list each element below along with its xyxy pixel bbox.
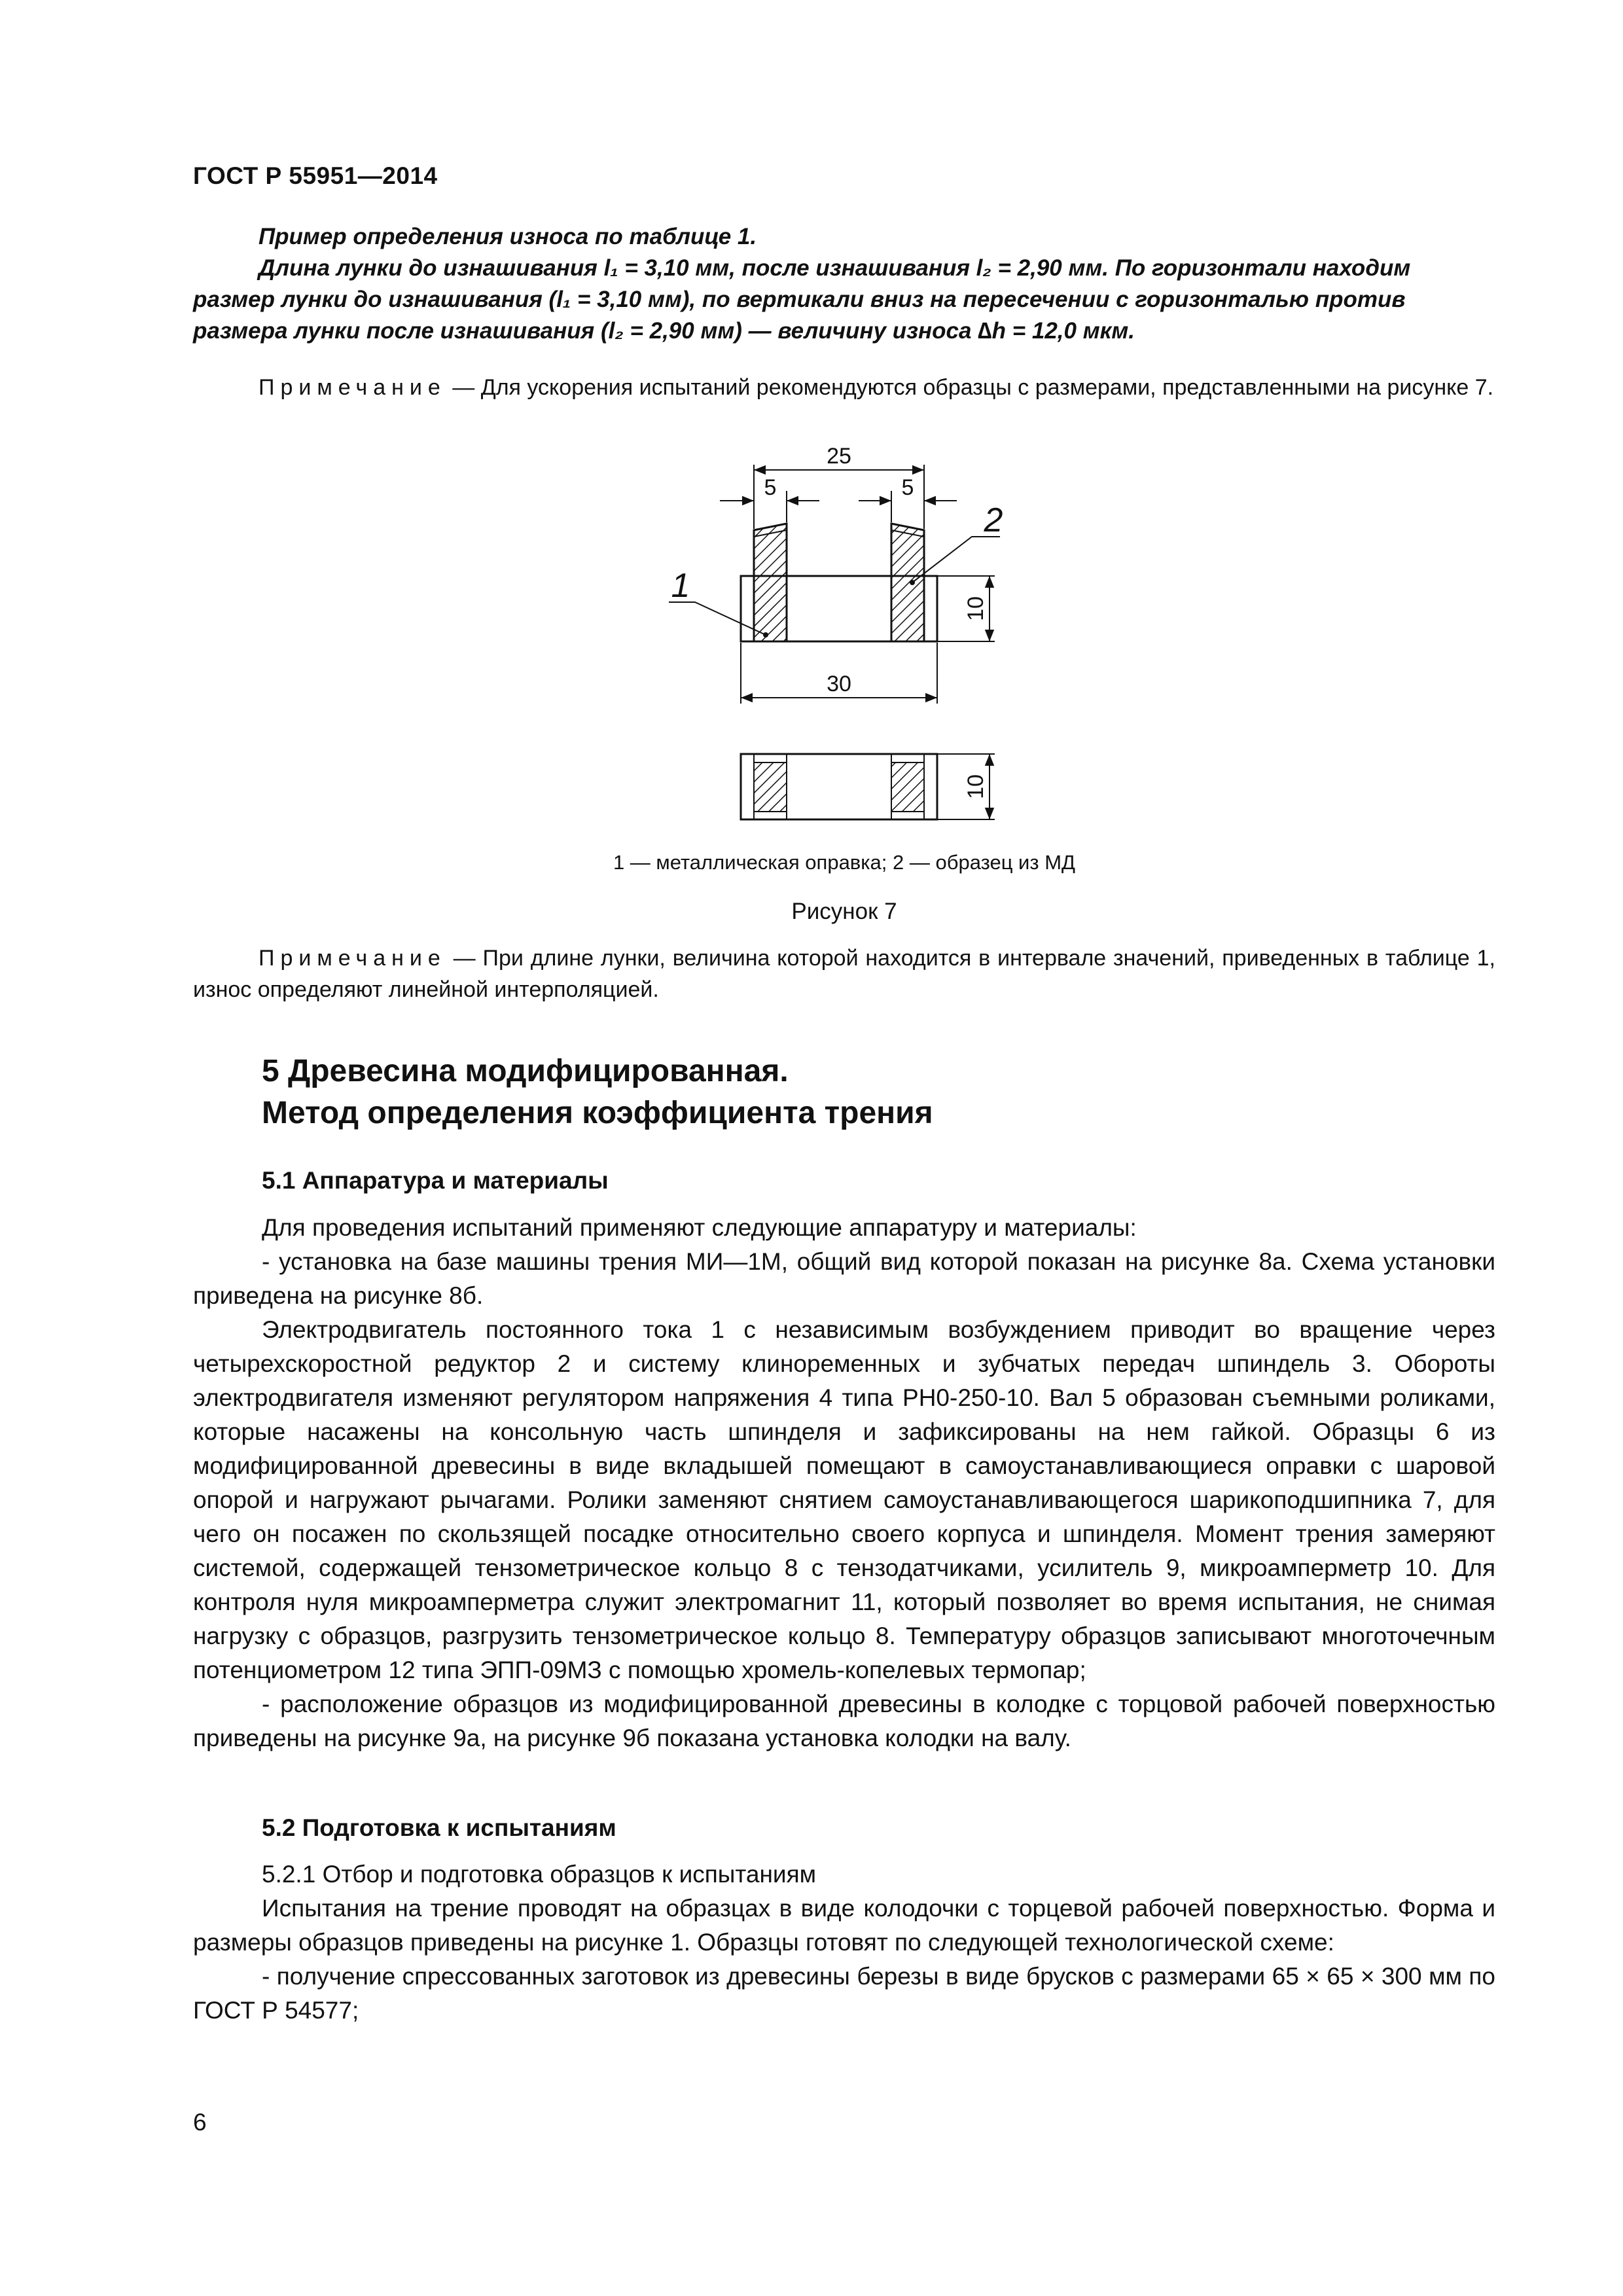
paragraph: Для проведения испытаний применяют следующие аппаратуру и материалы: <box>262 1214 1137 1241</box>
dim-base-width: 30 <box>827 672 851 696</box>
note-1 <box>193 372 1495 403</box>
page-number: 6 <box>193 2109 207 2136</box>
example-line: размер лунки до изнашивания (l₁ = 3,10 мм), по вертикали вниз на пересечении с горизонталью против <box>193 287 1406 312</box>
dim-top-width: 25 <box>827 444 851 469</box>
paragraph: 5.2.1 Отбор и подготовка образцов к испытаниям <box>262 1861 817 1888</box>
note-text: — При длине лунки, величина которой находится в интервале значений, приведенных в таблице 1, износ определяют линейной интерполяцией. <box>193 946 1495 1002</box>
example-line: Длина лунки до изнашивания l₁ = 3,10 мм, после изнашивания l₂ = 2,90 мм. По горизонтали находим <box>259 255 1411 281</box>
document-header: ГОСТ Р 55951—2014 <box>193 162 438 189</box>
leader-lines <box>669 537 1000 635</box>
section-5-heading <box>262 1050 933 1134</box>
example-title: Пример определения износа по таблице 1. <box>259 224 757 249</box>
subsection-5-2-body <box>193 1857 1495 2028</box>
dim-left-slot: 5 <box>764 475 777 500</box>
paragraph: - расположение образцов из модифицированной древесины в колодке с торцовой рабочей поверхностью приведены на рисунке 9а, на рисунке 9б показана установка колодки на валу. <box>193 1691 1495 1751</box>
paragraph: Электродвигатель постоянного тока 1 с независимым возбуждением приводит во вращение через четырехскоростной редуктор 2 и систему клиноременных и зубчатых передач шпиндель 3. Обороты электродвигателя изменяют регулятором напряжения 4 типа РН0-250-10. Вал 5 образован съемными роликами, которые насажены на консольную часть шпинделя и зафиксированы на нем гайкой. Образцы 6 из модифицированной древесины в виде вкладышей помещают в самоустанавливающиеся оправки с шаровой опорой и нагружают рычагами. Ролики заменяют снятием самоустанавливающегося шарикоподшипника 7, для чего он посажен по скользящей посадке относительно своего корпуса и шпинделя. Момент трения замеряют системой, содержащей тензометрическое кольцо 8 с тензодатчиками, усилитель 9, микроамперметр 10. Для контроля нуля микроамперметра служит электромагнит 11, который позволяет во время испытания, не снимая нагрузку с образцов, разгрузить тензометрическое кольцо 8. Температуру образцов записывают многоточечным потенциометром 12 типа ЭПП-09МЗ с помощью хромель-копелевых термопар; <box>193 1316 1495 1683</box>
label-mandrel: 1 <box>671 567 690 605</box>
example-line: размера лунки после изнашивания (l₂ = 2,90 мм) — величину износа ∆h = 12,0 мкм. <box>193 318 1135 344</box>
paragraph: - установка на базе машины трения МИ—1М, общий вид которой показан на рисунке 8а. Схема установки приведена на рисунке 8б. <box>193 1248 1495 1309</box>
figure-7-title: Рисунок 7 <box>791 899 897 924</box>
note-text: — Для ускорения испытаний рекомендуются образцы с размерами, представленными на рисунке 7. <box>452 375 1494 400</box>
paragraph: Испытания на трение проводят на образцах в виде колодочки с торцевой рабочей поверхностью. Форма и размеры образцов приведены на рисунке 1. Образцы готовят по следующей технологической схеме: <box>193 1895 1495 1956</box>
note-2 <box>193 942 1495 1005</box>
dim-height-bottom: 10 <box>963 774 988 799</box>
section-5-title-line: Метод определения коэффициента трения <box>262 1096 933 1130</box>
note-label: Примечание <box>259 946 446 971</box>
subsection-5-2-heading: 5.2 Подготовка к испытаниям <box>262 1814 616 1841</box>
subsection-5-1-body <box>193 1211 1495 1755</box>
dim-right-slot: 5 <box>901 475 914 500</box>
section-5-title-line: 5 Древесина модифицированная. <box>262 1054 789 1088</box>
sample-left <box>754 524 787 641</box>
paragraph: - получение спрессованных заготовок из древесины березы в виде брусков с размерами 65 × 65 × 300 мм по ГОСТ Р 54577; <box>193 1963 1495 2024</box>
figure-7-legend: 1 — металлическая оправка; 2 — образец из МД <box>613 851 1076 874</box>
sample-right <box>891 524 924 641</box>
label-sample: 2 <box>984 501 1003 539</box>
note-label: Примечание <box>259 375 446 400</box>
mandrel-section-view <box>741 754 937 819</box>
figure-7-drawing <box>641 439 1060 838</box>
dim-height-top: 10 <box>963 596 988 621</box>
wear-example <box>193 221 1495 347</box>
subsection-5-1-heading: 5.1 Аппаратура и материалы <box>262 1167 609 1194</box>
